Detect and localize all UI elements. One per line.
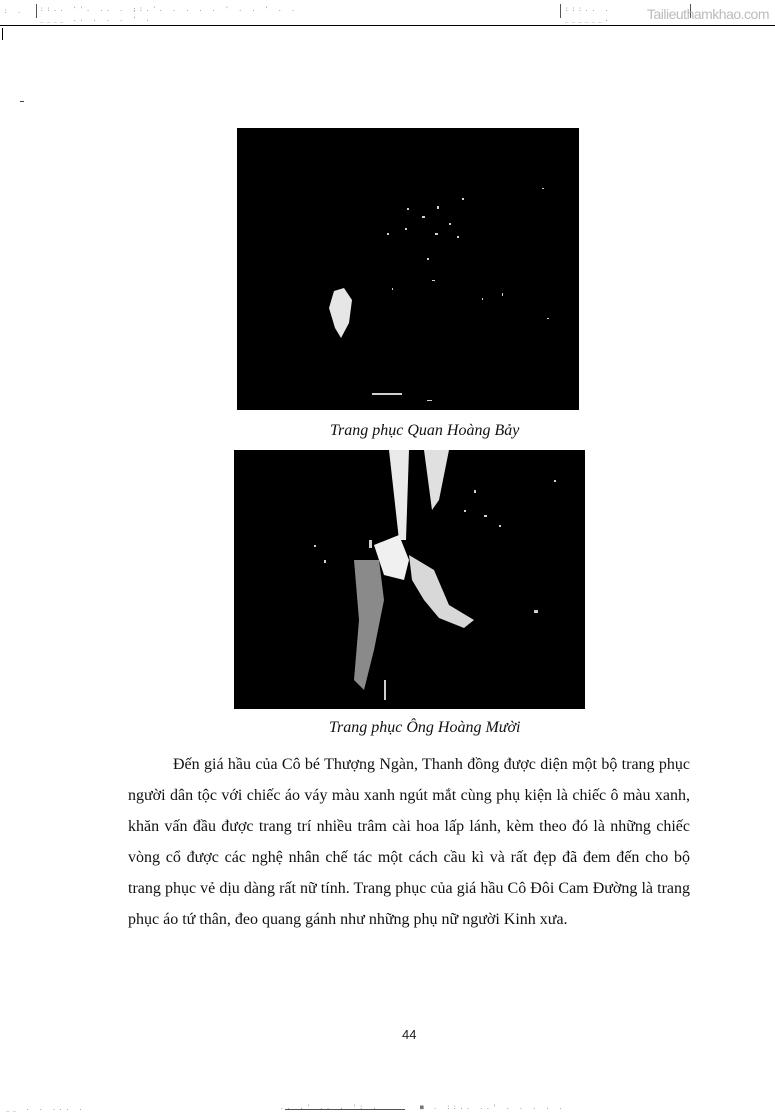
scan-noise: __ . . ... . bbox=[6, 1105, 86, 1112]
header-rule bbox=[0, 25, 775, 26]
scan-noise: ■ . ::.. ..' . . . . . bbox=[420, 1104, 566, 1111]
scan-noise: :::.. . bbox=[565, 6, 612, 13]
watermark: Tailieuthamkhao.com bbox=[646, 6, 769, 22]
page-number: 44 bbox=[402, 1027, 417, 1042]
margin-mark bbox=[2, 28, 3, 40]
scan-noise: ____ .. . . . ' . bbox=[40, 16, 153, 23]
header-divider bbox=[36, 4, 37, 18]
photo-quan-hoang-bay bbox=[237, 128, 579, 410]
scan-noise: ::.. ''. .. . ;:.'. . . . . ' . . ' . . bbox=[40, 6, 298, 13]
scan-noise: ______. bbox=[565, 16, 612, 23]
costume-photo-image bbox=[234, 450, 585, 709]
scan-noise: .. .' .. . ': . bbox=[280, 1104, 380, 1111]
body-paragraph: Đến giá hầu của Cô bé Thượng Ngàn, Thanh đồng được diện một bộ trang phục người dân tộc với chiếc áo váy màu xanh ngút mắt cùng phụ kiện là chiếc ô màu xanh, khăn vấn đầu được trang trí nhiều trâm cài hoa lấp lánh, kèm theo đó là những chiếc vòng cổ được các nghệ nhân chế tác một cách cầu kì và rất đẹp đã đem đến cho bộ trang phục vẻ dịu dàng rất nữ tính. Trang phục của giá hầu Cô Đôi Cam Đường là trang phục áo tứ thân, đeo quang gánh như những phụ nữ người Kinh xưa. bbox=[128, 756, 690, 928]
figure-caption: Trang phục Quan Hoàng Bảy bbox=[330, 422, 520, 439]
scan-noise: : . bbox=[4, 8, 24, 15]
figure-caption: Trang phục Ông Hoàng Mười bbox=[329, 719, 521, 736]
header-divider bbox=[560, 4, 561, 18]
costume-photo-image bbox=[237, 128, 579, 410]
margin-mark bbox=[20, 101, 24, 102]
photo-ong-hoang-muoi bbox=[234, 450, 585, 709]
body-text bbox=[128, 749, 690, 935]
